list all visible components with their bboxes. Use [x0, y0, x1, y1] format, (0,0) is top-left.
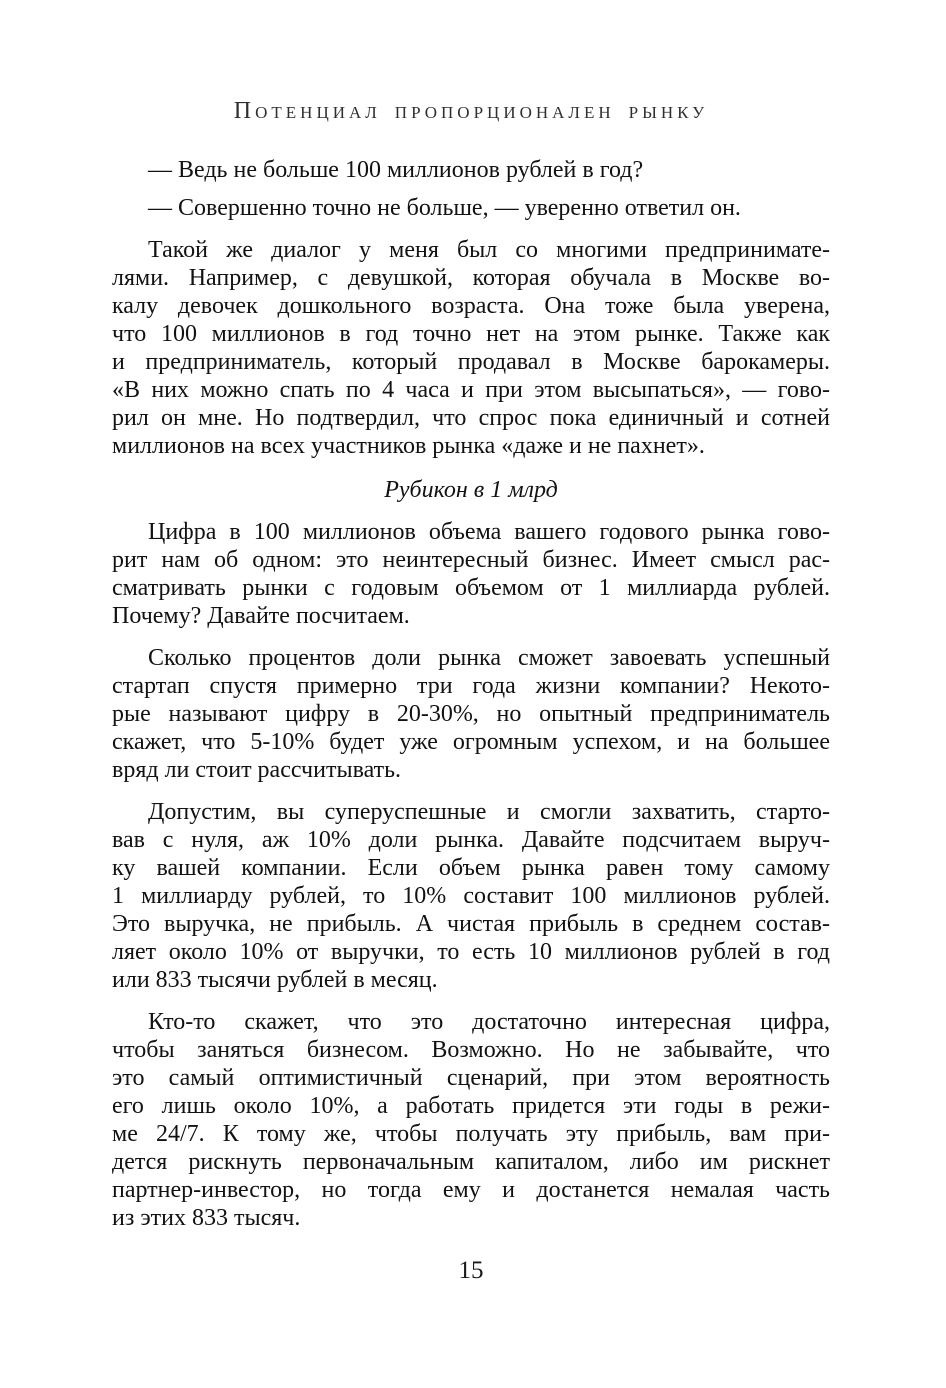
text-line: вряд ли стоит рассчитывать. [112, 757, 402, 783]
text-line: партнер-инвестор, но тогда ему и достанется немалая часть [112, 1177, 830, 1203]
text-line: ме 24/7. К тому же, чтобы получать эту прибыль, вам при- [112, 1121, 830, 1147]
text-line: рил он мне. Но подтвердил, что спрос пока единичный и сотней [112, 405, 830, 431]
text-line: Цифра в 100 миллионов объема вашего годового рынка гово- [148, 519, 830, 545]
text-line: калу девочек дошкольного возраста. Она тоже была уверена, [112, 293, 830, 319]
running-head: Потенциал пропорционален рынку [233, 98, 709, 124]
text-line: рит нам об одном: это неинтересный бизнес. Имеет смысл рас- [112, 547, 830, 573]
text-line: Сколько процентов доли рынка сможет завоевать успешный [148, 645, 830, 671]
body-paragraph [112, 518, 830, 630]
text-line: Кто-то скажет, что это достаточно интересная цифра, [148, 1009, 830, 1035]
text-line: или 833 тысячи рублей в месяц. [112, 967, 438, 993]
section-heading: Рубикон в 1 млрд [384, 477, 558, 503]
text-line: Такой же диалог у меня был со многими предпринимате- [148, 237, 830, 263]
text-line: стартап спустя примерно три года жизни компании? Некото- [112, 673, 830, 699]
text-line: ляет около 10% от выручки, то есть 10 миллионов рублей в год [112, 939, 830, 965]
text-line: миллионов на всех участников рынка «даже и не пахнет». [112, 433, 705, 459]
text-line: рые называют цифру в 20-30%, но опытный предприниматель [112, 701, 830, 727]
text-line: Допустим, вы суперуспешные и смогли захватить, старто- [148, 799, 830, 825]
text-line: это самый оптимистичный сценарий, при этом вероятность [112, 1065, 830, 1091]
text-line: «В них можно спать по 4 часа и при этом высыпаться», — гово- [112, 377, 830, 403]
text-column [112, 0, 830, 1285]
page-number: 15 [458, 1257, 484, 1284]
text-line: лями. Например, с девушкой, которая обучала в Москве во- [112, 265, 830, 291]
text-line: чтобы заняться бизнесом. Возможно. Но не забывайте, что [112, 1037, 830, 1063]
text-line: что 100 миллионов в год точно нет на этом рынке. Также как [112, 321, 830, 347]
dialogue-line: — Совершенно точно не больше, — уверенно ответил он. [148, 195, 741, 221]
text-line: Это выручка, не прибыль. А чистая прибыль в среднем состав- [112, 911, 830, 937]
text-line: из этих 833 тысяч. [112, 1205, 301, 1231]
body-paragraph [112, 236, 830, 460]
text-line: ку вашей компании. Если объем рынка равен тому самому [112, 855, 830, 881]
body-paragraph [112, 1008, 830, 1232]
text-line: Почему? Давайте посчитаем. [112, 603, 410, 629]
text-line: вав с нуля, аж 10% доли рынка. Давайте подсчитаем выруч- [112, 827, 830, 853]
text-line: его лишь около 10%, а работать придется эти годы в режи- [112, 1093, 830, 1119]
body-paragraph [112, 798, 830, 994]
text-line: и предприниматель, который продавал в Москве барокамеры. [112, 349, 830, 375]
text-line: сматривать рынки с годовым объемом от 1 миллиарда рублей. [112, 575, 830, 601]
dialogue-line: — Ведь не больше 100 миллионов рублей в год? [148, 157, 644, 183]
text-line: скажет, что 5-10% будет уже огромным успехом, и на большее [112, 729, 830, 755]
text-line: 1 миллиарду рублей, то 10% составит 100 миллионов рублей. [112, 883, 830, 909]
text-line: дется рискнуть первоначальным капиталом, либо им рискнет [112, 1149, 830, 1175]
body-text [112, 156, 830, 1232]
body-paragraph [112, 644, 830, 784]
